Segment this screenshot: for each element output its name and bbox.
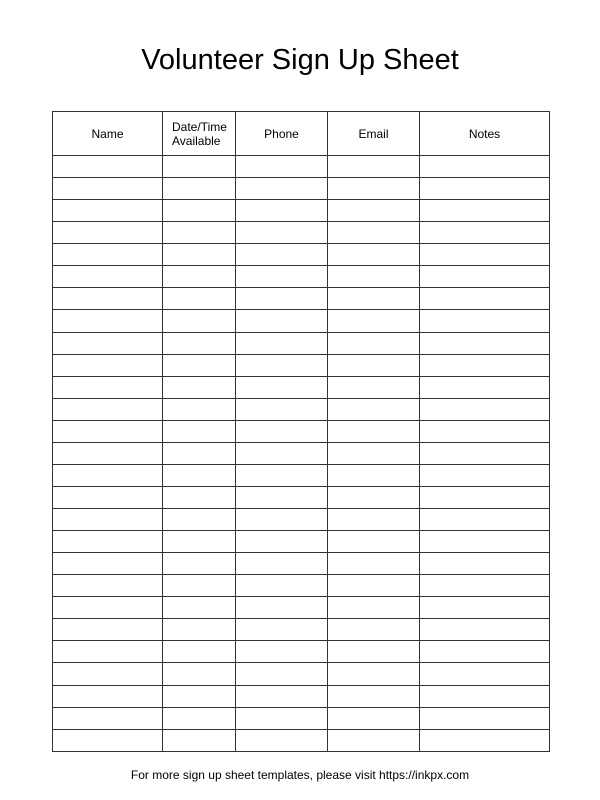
cell-datetime[interactable] [163, 619, 236, 641]
cell-phone[interactable] [236, 464, 328, 486]
cell-name[interactable] [53, 509, 163, 531]
cell-name[interactable] [53, 310, 163, 332]
cell-name[interactable] [53, 641, 163, 663]
table-row [53, 420, 550, 442]
cell-name[interactable] [53, 266, 163, 288]
cell-phone[interactable] [236, 685, 328, 707]
cell-email[interactable] [328, 575, 420, 597]
cell-datetime[interactable] [163, 420, 236, 442]
signup-table [52, 111, 550, 752]
table-header-row [53, 112, 550, 156]
cell-name[interactable] [53, 464, 163, 486]
cell-phone[interactable] [236, 332, 328, 354]
cell-email[interactable] [328, 685, 420, 707]
cell-notes[interactable] [420, 729, 550, 751]
cell-notes[interactable] [420, 420, 550, 442]
cell-datetime[interactable] [163, 178, 236, 200]
cell-email[interactable] [328, 156, 420, 178]
cell-phone[interactable] [236, 376, 328, 398]
cell-datetime[interactable] [163, 597, 236, 619]
table-row [53, 442, 550, 464]
page-title: Volunteer Sign Up Sheet [141, 44, 459, 76]
cell-email[interactable] [328, 729, 420, 751]
table-row [53, 200, 550, 222]
cell-email[interactable] [328, 376, 420, 398]
cell-name[interactable] [53, 707, 163, 729]
table-row [53, 641, 550, 663]
cell-email[interactable] [328, 398, 420, 420]
cell-email[interactable] [328, 619, 420, 641]
cell-phone[interactable] [236, 641, 328, 663]
cell-email[interactable] [328, 553, 420, 575]
cell-phone[interactable] [236, 420, 328, 442]
cell-name[interactable] [53, 442, 163, 464]
cell-datetime[interactable] [163, 707, 236, 729]
cell-name[interactable] [53, 376, 163, 398]
cell-notes[interactable] [420, 354, 550, 376]
cell-name[interactable] [53, 156, 163, 178]
column-header-notes: Notes [420, 112, 550, 156]
cell-datetime[interactable] [163, 200, 236, 222]
cell-datetime[interactable] [163, 663, 236, 685]
cell-name[interactable] [53, 178, 163, 200]
cell-name[interactable] [53, 354, 163, 376]
cell-email[interactable] [328, 244, 420, 266]
cell-datetime[interactable] [163, 729, 236, 751]
table-row [53, 729, 550, 751]
cell-notes[interactable] [420, 310, 550, 332]
cell-phone[interactable] [236, 244, 328, 266]
cell-phone[interactable] [236, 354, 328, 376]
cell-email[interactable] [328, 310, 420, 332]
cell-datetime[interactable] [163, 442, 236, 464]
cell-email[interactable] [328, 266, 420, 288]
cell-phone[interactable] [236, 222, 328, 244]
cell-datetime[interactable] [163, 266, 236, 288]
cell-name[interactable] [53, 531, 163, 553]
cell-email[interactable] [328, 288, 420, 310]
cell-name[interactable] [53, 619, 163, 641]
cell-phone[interactable] [236, 156, 328, 178]
table-row [53, 222, 550, 244]
table-row [53, 310, 550, 332]
cell-phone[interactable] [236, 509, 328, 531]
footer-note: For more sign up sheet templates, please visit https://inkpx.com [130, 768, 470, 782]
cell-datetime[interactable] [163, 398, 236, 420]
cell-datetime[interactable] [163, 531, 236, 553]
cell-name[interactable] [53, 332, 163, 354]
cell-email[interactable] [328, 200, 420, 222]
table-row [53, 464, 550, 486]
cell-name[interactable] [53, 398, 163, 420]
cell-datetime[interactable] [163, 332, 236, 354]
table-row [53, 486, 550, 508]
cell-datetime[interactable] [163, 222, 236, 244]
cell-phone[interactable] [236, 486, 328, 508]
cell-notes[interactable] [420, 641, 550, 663]
cell-email[interactable] [328, 464, 420, 486]
table-row [53, 685, 550, 707]
table-row [53, 619, 550, 641]
cell-datetime[interactable] [163, 464, 236, 486]
cell-datetime[interactable] [163, 376, 236, 398]
cell-name[interactable] [53, 663, 163, 685]
cell-email[interactable] [328, 663, 420, 685]
cell-notes[interactable] [420, 553, 550, 575]
column-header-datetime-line2: Available [172, 133, 221, 148]
cell-datetime[interactable] [163, 310, 236, 332]
column-header-phone: Phone [236, 112, 328, 156]
cell-name[interactable] [53, 222, 163, 244]
cell-phone[interactable] [236, 707, 328, 729]
cell-phone[interactable] [236, 663, 328, 685]
cell-notes[interactable] [420, 486, 550, 508]
cell-email[interactable] [328, 486, 420, 508]
cell-phone[interactable] [236, 575, 328, 597]
cell-datetime[interactable] [163, 244, 236, 266]
cell-datetime[interactable] [163, 288, 236, 310]
cell-phone[interactable] [236, 531, 328, 553]
cell-name[interactable] [53, 685, 163, 707]
table-row [53, 156, 550, 178]
cell-phone[interactable] [236, 288, 328, 310]
cell-name[interactable] [53, 486, 163, 508]
table-row [53, 509, 550, 531]
table-row [53, 288, 550, 310]
cell-notes[interactable] [420, 332, 550, 354]
column-header-datetime-line1: Date/Time [172, 119, 227, 134]
cell-email[interactable] [328, 442, 420, 464]
cell-datetime[interactable] [163, 685, 236, 707]
table-row [53, 354, 550, 376]
cell-datetime[interactable] [163, 509, 236, 531]
cell-phone[interactable] [236, 200, 328, 222]
column-header-datetime [163, 112, 236, 156]
cell-phone[interactable] [236, 553, 328, 575]
cell-notes[interactable] [420, 619, 550, 641]
cell-phone[interactable] [236, 729, 328, 751]
cell-email[interactable] [328, 597, 420, 619]
cell-email[interactable] [328, 641, 420, 663]
cell-notes[interactable] [420, 266, 550, 288]
table-row [53, 178, 550, 200]
cell-notes[interactable] [420, 288, 550, 310]
cell-datetime[interactable] [163, 575, 236, 597]
cell-email[interactable] [328, 707, 420, 729]
cell-email[interactable] [328, 420, 420, 442]
cell-name[interactable] [53, 288, 163, 310]
cell-name[interactable] [53, 200, 163, 222]
column-header-email: Email [328, 112, 420, 156]
table-row [53, 332, 550, 354]
table-row [53, 553, 550, 575]
cell-name[interactable] [53, 729, 163, 751]
cell-notes[interactable] [420, 663, 550, 685]
table-row [53, 707, 550, 729]
cell-phone[interactable] [236, 178, 328, 200]
cell-notes[interactable] [420, 442, 550, 464]
cell-email[interactable] [328, 332, 420, 354]
cell-notes[interactable] [420, 464, 550, 486]
cell-notes[interactable] [420, 597, 550, 619]
cell-email[interactable] [328, 531, 420, 553]
cell-notes[interactable] [420, 575, 550, 597]
cell-email[interactable] [328, 354, 420, 376]
table-row [53, 663, 550, 685]
cell-notes[interactable] [420, 376, 550, 398]
cell-email[interactable] [328, 222, 420, 244]
cell-notes[interactable] [420, 509, 550, 531]
cell-datetime[interactable] [163, 641, 236, 663]
cell-email[interactable] [328, 509, 420, 531]
cell-phone[interactable] [236, 266, 328, 288]
cell-datetime[interactable] [163, 156, 236, 178]
cell-notes[interactable] [420, 685, 550, 707]
cell-name[interactable] [53, 244, 163, 266]
table-row [53, 531, 550, 553]
cell-phone[interactable] [236, 619, 328, 641]
table-row [53, 575, 550, 597]
table-row [53, 244, 550, 266]
cell-notes[interactable] [420, 531, 550, 553]
cell-notes[interactable] [420, 156, 550, 178]
table-row [53, 398, 550, 420]
table-row [53, 266, 550, 288]
cell-email[interactable] [328, 178, 420, 200]
cell-phone[interactable] [236, 310, 328, 332]
cell-name[interactable] [53, 597, 163, 619]
cell-phone[interactable] [236, 398, 328, 420]
cell-notes[interactable] [420, 200, 550, 222]
cell-name[interactable] [53, 575, 163, 597]
cell-notes[interactable] [420, 707, 550, 729]
cell-notes[interactable] [420, 398, 550, 420]
cell-notes[interactable] [420, 222, 550, 244]
column-header-name: Name [53, 112, 163, 156]
cell-notes[interactable] [420, 178, 550, 200]
cell-name[interactable] [53, 553, 163, 575]
cell-datetime[interactable] [163, 553, 236, 575]
table-row [53, 597, 550, 619]
table-row [53, 376, 550, 398]
cell-phone[interactable] [236, 442, 328, 464]
cell-notes[interactable] [420, 244, 550, 266]
cell-phone[interactable] [236, 597, 328, 619]
cell-name[interactable] [53, 420, 163, 442]
cell-datetime[interactable] [163, 486, 236, 508]
cell-datetime[interactable] [163, 354, 236, 376]
